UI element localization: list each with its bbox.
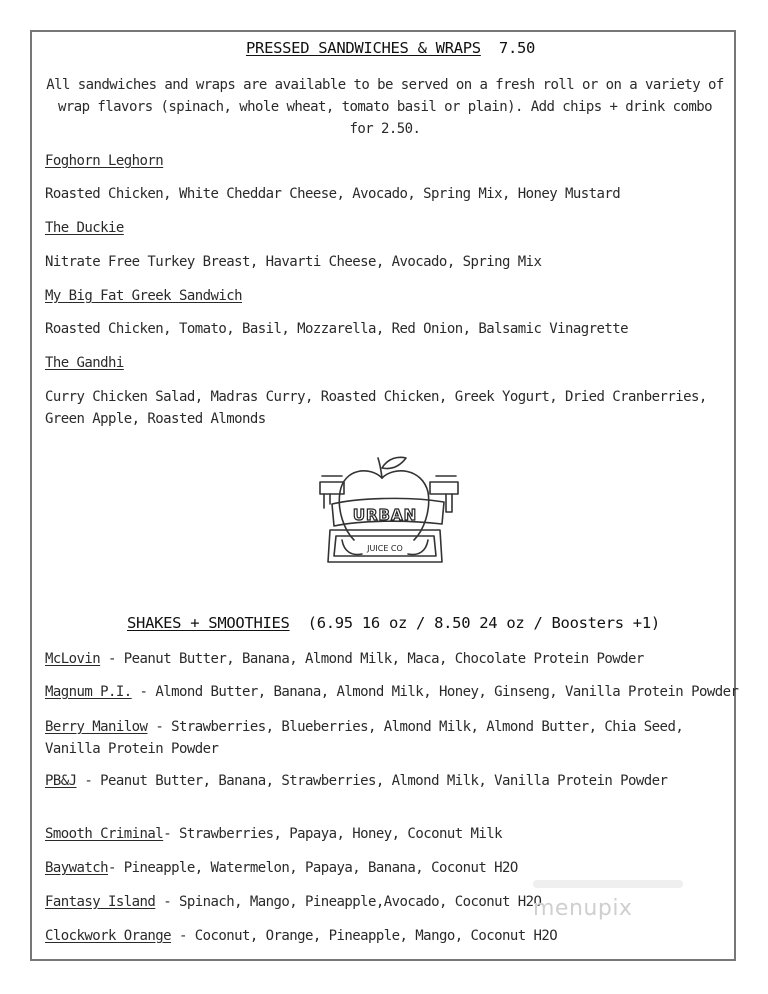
sandwich-name: My Big Fat Greek Sandwich <box>45 288 242 304</box>
sandwich-desc: Roasted Chicken, Tomato, Basil, Mozzarella, Red Onion, Balsamic Vinagrette <box>45 321 629 337</box>
shake-name: Magnum P.I. <box>45 684 132 700</box>
shake-separator: - <box>76 773 101 789</box>
sandwich-name: The Duckie <box>45 220 124 236</box>
shake-desc: Pineapple, Watermelon, Papaya, Banana, Coconut H2O <box>123 860 518 876</box>
sandwich-name: Foghorn Leghorn <box>45 153 164 169</box>
shake-separator: - <box>163 826 179 842</box>
shake-desc: Peanut Butter, Banana, Almond Milk, Maca, Chocolate Protein Powder <box>123 651 644 667</box>
shake-name: Smooth Criminal <box>45 826 164 842</box>
apple-logo-icon <box>318 452 460 568</box>
shake-item <box>45 860 518 876</box>
shake-item <box>45 894 541 910</box>
shake-name: Berry Manilow <box>45 719 148 735</box>
sandwiches-intro: All sandwiches and wraps are available to be served on a fresh roll or on a variety of wrap flavors (spinach, whole wheat, tomato basil or plain). Add chips + drink combo for 2.50. <box>46 77 724 137</box>
shake-item <box>45 773 667 789</box>
sandwiches-price: 7.50 <box>498 39 536 57</box>
shake-separator: - <box>131 684 156 700</box>
shake-name: Fantasy Island <box>45 894 156 910</box>
shake-item <box>45 928 557 944</box>
logo-sub: JUICE CO <box>367 544 403 553</box>
logo-word: URBAN <box>352 506 418 524</box>
sandwich-desc: Curry Chicken Salad, Madras Curry, Roasted Chicken, Greek Yogurt, Dried Cranberries, Green Apple, Roasted Almonds <box>45 389 707 427</box>
shake-separator: - <box>100 651 124 667</box>
shakes-title: SHAKES + SMOOTHIES <box>127 614 290 632</box>
shake-separator: - <box>147 719 172 735</box>
shake-desc: Almond Butter, Banana, Almond Milk, Honey, Ginseng, Vanilla Protein Powder <box>155 684 739 700</box>
sandwich-desc: Nitrate Free Turkey Breast, Havarti Cheese, Avocado, Spring Mix <box>45 254 542 270</box>
shake-item <box>45 651 644 667</box>
shake-name: PB&J <box>45 773 77 789</box>
shakes-heading <box>127 614 660 632</box>
shakes-pricing: (6.95 16 oz / 8.50 24 oz / Boosters +1) <box>307 614 660 632</box>
menupix-watermark: menupix <box>533 896 633 921</box>
sandwich-desc: Roasted Chicken, White Cheddar Cheese, Avocado, Spring Mix, Honey Mustard <box>45 186 621 202</box>
sandwiches-title: PRESSED SANDWICHES & WRAPS <box>246 39 481 57</box>
shake-desc: Strawberries, Blueberries, Almond Milk, Almond Butter, Chia Seed, Vanilla Protein Powder <box>45 719 684 757</box>
shake-desc: Strawberries, Papaya, Honey, Coconut Milk <box>178 826 502 842</box>
shake-desc: Peanut Butter, Banana, Strawberries, Almond Milk, Vanilla Protein Powder <box>100 773 668 789</box>
urban-juice-logo <box>318 452 460 568</box>
watermark-smudge <box>533 880 683 888</box>
shake-separator: - <box>108 860 124 876</box>
shake-separator: - <box>155 894 179 910</box>
sandwich-name: The Gandhi <box>45 355 124 371</box>
shake-name: Clockwork Orange <box>45 928 172 944</box>
shake-item <box>45 826 502 842</box>
shake-desc: Coconut, Orange, Pineapple, Mango, Coconut H2O <box>194 928 558 944</box>
shake-separator: - <box>171 928 195 944</box>
shake-item <box>45 684 738 700</box>
shake-name: Baywatch <box>45 860 109 876</box>
shake-item <box>45 716 730 760</box>
shake-desc: Spinach, Mango, Pineapple,Avocado, Coconut H2O <box>178 894 542 910</box>
sandwiches-heading <box>246 39 535 57</box>
shake-name: McLovin <box>45 651 101 667</box>
